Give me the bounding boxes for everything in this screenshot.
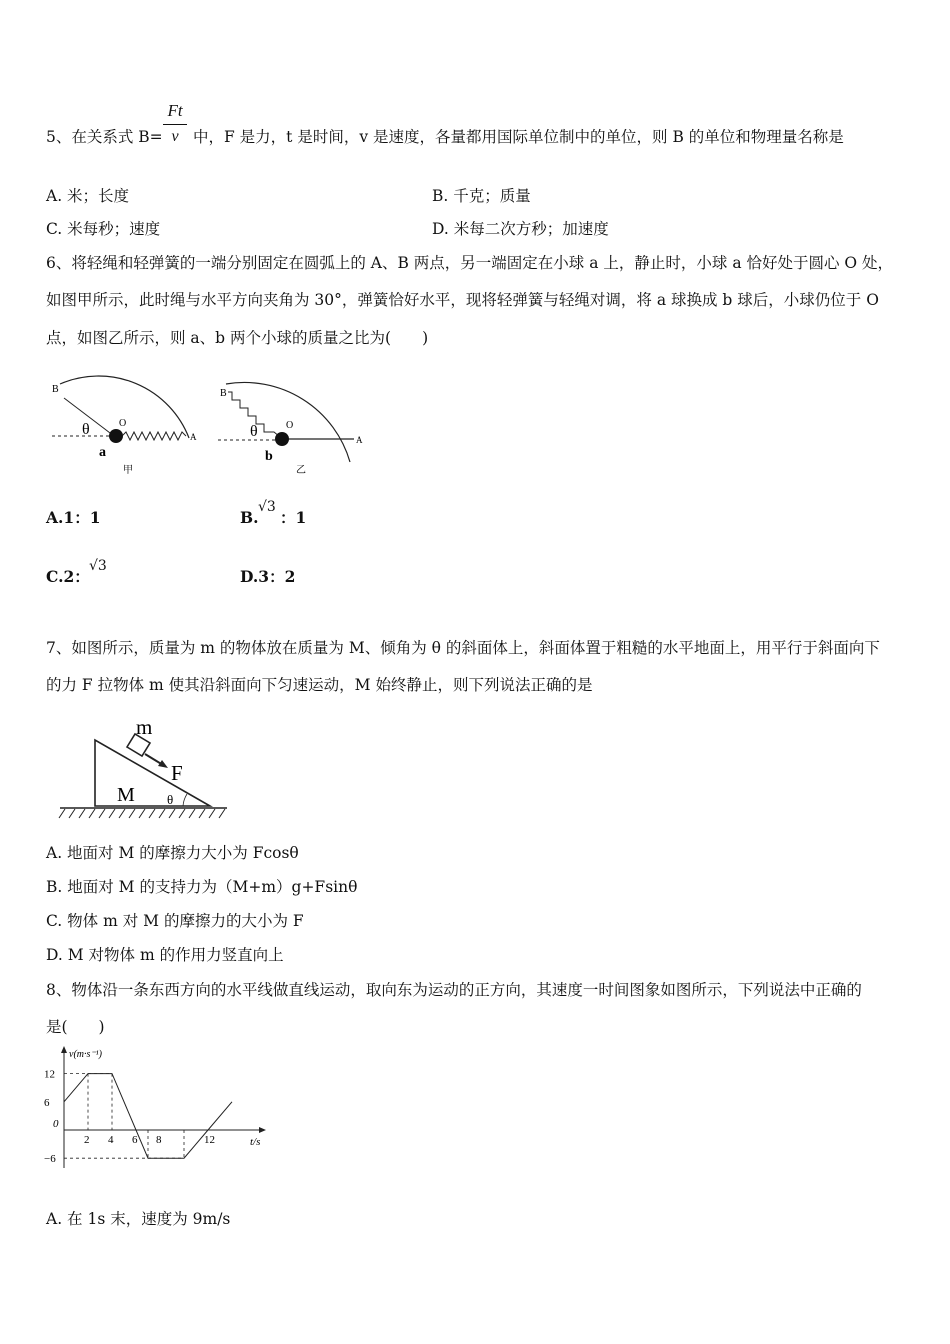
q8-line-1: 8、物体沿一条东西方向的水平线做直线运动，取向东为运动的正方向，其速度一时间图象如图所示，下列说法中正确的 xyxy=(46,981,862,999)
chart-x-tick-12: 12 xyxy=(204,1134,215,1146)
q6-right-label-o: O xyxy=(286,420,294,431)
q6-option-b-sqrt: √3 xyxy=(258,499,276,515)
q6-left-ball-label: a xyxy=(99,445,106,460)
q7-line-1: 7、如图所示，质量为 m 的物体放在质量为 M、倾角为 θ 的斜面体上，斜面体置于粗糙的水平地面上，用平行于斜面向下 xyxy=(46,639,880,657)
q7-option-a: A. 地面对 M 的摩擦力大小为 Fcosθ xyxy=(46,844,299,862)
q7-label-force: F xyxy=(171,761,183,785)
q5-fraction-numerator: Ft xyxy=(167,101,183,120)
q6-right-label-b: B xyxy=(220,388,227,399)
q6-right-ball-label: b xyxy=(265,449,273,464)
chart-y-tick-6: 6 xyxy=(44,1096,50,1109)
q6-option-c-prefix: C.2： xyxy=(46,567,90,586)
q6-line-2: 如图甲所示，此时绳与水平方向夹角为 30°，弹簧恰好水平，现将轻弹簧与轻绳对调，将 a 球换成 b 球后，小球仍位于 O xyxy=(46,291,879,309)
q6-right-theta: θ xyxy=(250,423,258,440)
q6-left-label-o: O xyxy=(119,418,127,429)
q7-option-b: B. 地面对 M 的支持力为（M+m）g+Fsinθ xyxy=(46,878,358,896)
q7-incline-figure xyxy=(55,712,235,827)
q6-right-caption: 乙 xyxy=(296,465,306,476)
chart-x-tick-2: 2 xyxy=(84,1134,90,1146)
q5-suffix: 中，F 是力，t 是时间，v 是速度，各量都用国际单位制中的单位，则 B 的单位和物理量名称是 xyxy=(193,128,844,146)
q6-figure-left xyxy=(44,362,214,482)
q7-label-big-m: M xyxy=(117,784,135,806)
q5-option-b: B. 千克；质量 xyxy=(432,187,531,205)
q6-option-c-sqrt: √3 xyxy=(89,558,107,574)
q8-option-a: A. 在 1s 末，速度为 9m/s xyxy=(46,1210,231,1228)
q6-option-b-prefix: B. xyxy=(240,508,259,527)
q7-option-d: D. M 对物体 m 的作用力竖直向上 xyxy=(46,946,284,964)
q7-label-theta: θ xyxy=(167,792,174,807)
q7-option-c: C. 物体 m 对 M 的摩擦力的大小为 F xyxy=(46,912,304,930)
q6-right-label-a-point: A xyxy=(356,435,363,445)
chart-x-tick-6: 6 xyxy=(132,1134,138,1146)
q5-option-c: C. 米每秒；速度 xyxy=(46,220,161,238)
q6-left-label-b: B xyxy=(52,384,59,395)
q5-fraction-line xyxy=(163,124,187,125)
q6-figure-right xyxy=(214,362,384,482)
q6-line-3: 点，如图乙所示，则 a、b 两个小球的质量之比为( ) xyxy=(46,329,429,347)
q6-option-d: D.3：2 xyxy=(240,567,296,586)
q6-line-1: 6、将轻绳和轻弹簧的一端分别固定在圆弧上的 A、B 两点，另一端固定在小球 a 上，静止时，小球 a 恰好处于圆心 O 处， xyxy=(46,254,894,272)
q7-line-2: 的力 F 拉物体 m 使其沿斜面向下匀速运动，M 始终静止，则下列说法正确的是 xyxy=(46,676,593,694)
q5-option-d: D. 米每二次方秒；加速度 xyxy=(432,220,609,238)
chart-x-tick-4: 4 xyxy=(108,1134,114,1146)
chart-y-tick--6: −6 xyxy=(44,1153,56,1166)
q5-option-a: A. 米；长度 xyxy=(46,187,130,205)
q7-label-m: m xyxy=(136,715,153,739)
q8-line-2: 是( ) xyxy=(46,1018,105,1036)
q6-left-caption: 甲 xyxy=(123,465,133,476)
chart-y-tick-12: 12 xyxy=(44,1068,55,1081)
chart-y-tick-0: 0 xyxy=(53,1118,59,1130)
q6-option-a: A.1：1 xyxy=(46,508,101,527)
q8-velocity-time-chart xyxy=(40,1044,270,1179)
q6-left-label-a-point: A xyxy=(190,432,197,442)
q5-fraction-denominator: v xyxy=(171,128,179,145)
q6-option-b-suffix: ：1 xyxy=(280,508,307,527)
chart-y-label: v(m·s⁻¹) xyxy=(69,1049,102,1060)
chart-x-tick-8: 8 xyxy=(156,1134,162,1146)
q6-left-theta: θ xyxy=(82,421,90,438)
q5-prefix: 5、在关系式 B= xyxy=(46,128,163,146)
chart-x-label: t/s xyxy=(250,1136,261,1148)
